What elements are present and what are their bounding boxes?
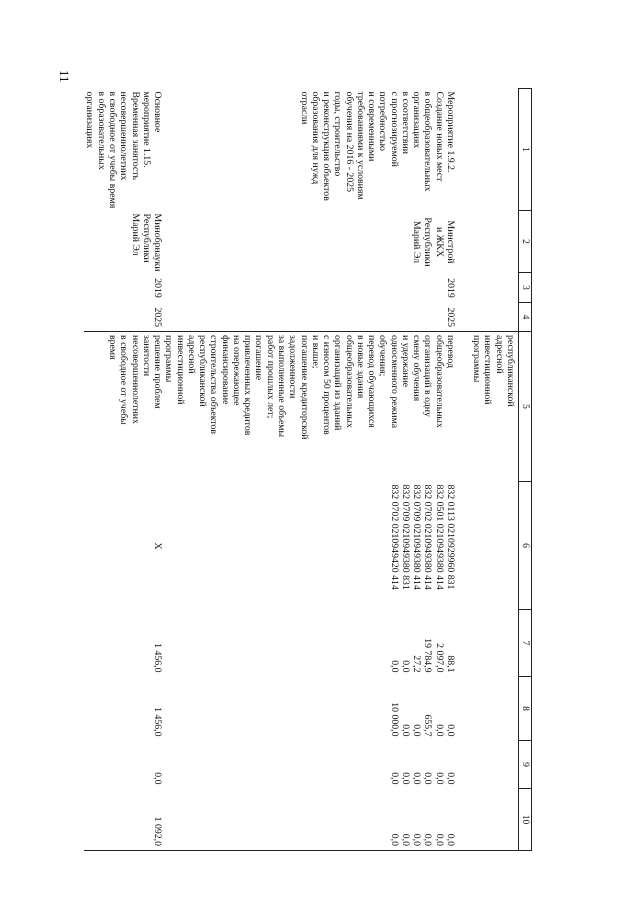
cell-value-10: 0,0 0,0 0,0 0,0 0,0 0,0 <box>163 789 458 851</box>
col-header-1: 1 <box>519 89 532 211</box>
cell-budget-code <box>458 482 519 610</box>
cell-result: республиканской адресной инвестиционной программы <box>458 332 519 482</box>
cell-end-year: 2025 <box>445 307 456 328</box>
cell-executor: Минобрнауки Республики Марий Эл <box>129 213 164 272</box>
cell-value-7: 88,1 2 097,0 19 784,9 27,2 0,0 0,0 <box>388 638 456 673</box>
cell-value-7: 1 456,0 <box>152 643 164 673</box>
cell-executor <box>458 211 519 273</box>
cell-measure: Основное мероприятие 1.15. Временная занятость несовершеннолетних в свободное от учебы время в образовательных организациях <box>84 91 164 209</box>
cell-measure <box>458 89 519 211</box>
cell-budget-code: Х <box>152 542 164 550</box>
col-header-8: 8 <box>519 677 532 741</box>
cell-end-year <box>458 303 519 332</box>
col-header-7: 7 <box>519 610 532 677</box>
cell-value-8 <box>458 677 519 741</box>
col-header-9: 9 <box>519 741 532 789</box>
header-row <box>519 89 532 851</box>
cell-value-9: 0,0 <box>152 772 164 785</box>
col-header-10: 10 <box>519 789 532 851</box>
table-row <box>163 89 458 851</box>
col-header-2: 2 <box>519 211 532 273</box>
table-row <box>84 89 163 851</box>
cell-value-8: 1 456,0 <box>152 707 164 737</box>
cell-start-year: 2019 <box>152 278 164 298</box>
rotated-table-container <box>84 88 532 850</box>
cell-start-year <box>458 273 519 303</box>
cell-value-9: 0,0 0,0 0,0 0,0 0,0 0,0 <box>388 772 456 785</box>
cell-result: перевод общеобразовательных организаций в одну смену обучения и удержание односменного режима обучения; перевод обучающихся в новые здания общеобразовательных организаций из зданий с износом 50 процентов и выше; погашение кредиторской задолженности за выполненные объемы работ прошлых лет; погашение привлеченных кредитов на опережающее финансирование строительства объектов республиканской адресной инвестиционной программы <box>163 332 458 482</box>
cell-end-year: 2025 <box>152 307 164 328</box>
cell-result: решение проблем занятости несовершеннолетних в свободное от учебы время <box>84 332 163 482</box>
program-table <box>84 88 532 851</box>
cell-start-year: 2019 <box>445 278 456 298</box>
cell-executor: Минстрой и ЖКХ Республики Марий Эл <box>411 217 456 267</box>
table-header <box>519 89 532 851</box>
col-header-3: 3 <box>519 273 532 303</box>
cell-value-9 <box>458 741 519 789</box>
col-header-4: 4 <box>519 303 532 332</box>
cell-value-10 <box>458 789 519 851</box>
cell-measure: Мероприятие 1.9.2. Создание новых мест в общеобразовательных организациях в соответствии с прогнозируемой потребностью и современными требованиями к условиям обучения на 2016 - 2025 годы, строительство и реконструкция объектов образования для нужд отрасли <box>298 91 456 201</box>
page-number: 11 <box>57 70 72 83</box>
cell-value-10: 1 092,0 <box>84 789 163 851</box>
cell-value-7 <box>458 610 519 677</box>
table-row-continuation <box>458 89 519 851</box>
col-header-5: 5 <box>519 332 532 482</box>
cell-budget-code: 832 0113 0210929960 831 832 0501 0210949380 414 832 0702 0210949380 414 832 0709 0210949380 414 832 0709 0210949380 831 832 0702 0210949420 414 <box>388 484 456 590</box>
col-header-6: 6 <box>519 482 532 610</box>
cell-value-8: 0,0 0,0 655,7 0,0 0,0 10 000,0 <box>388 702 456 737</box>
